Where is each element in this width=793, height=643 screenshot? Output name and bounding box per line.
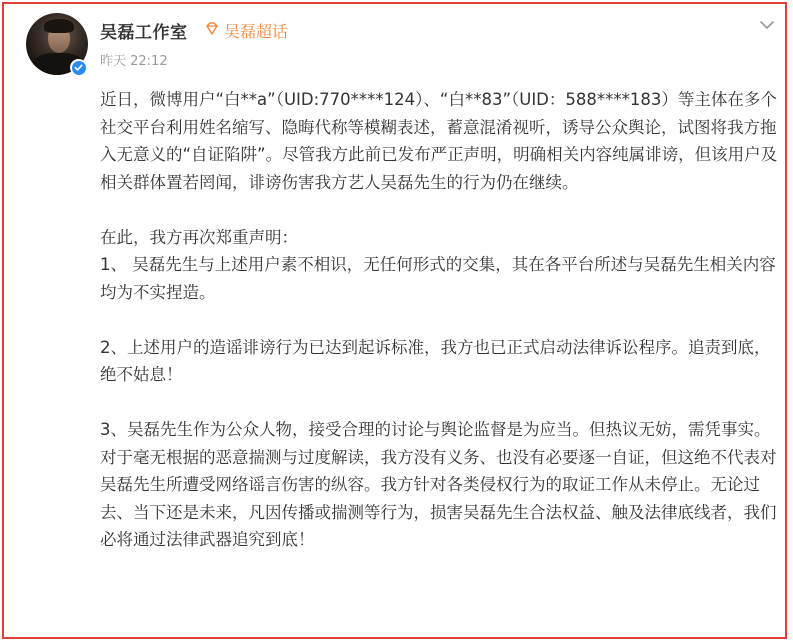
diamond-fan-icon [204, 21, 220, 37]
post-paragraph: 3、吴磊先生作为公众人物，接受合理的讨论与舆论监督是为应当。但热议无妨，需凭事实。对于毫无根据的恶意揣测与过度解读，我方没有义务、也没有必要逐一自证，但这绝不代表对吴磊先生所遭受网络谣言伤害的纵容。我方针对各类侵权行为的取证工作从未停止。无论过去、当下还是未来，凡因传播或揣测等行为，损害吴磊先生合法权益、触及法律底线者，我们必将通过法律武器追究到底！ [100, 420, 777, 549]
supertopic-link[interactable]: 吴磊超话 [224, 22, 289, 41]
post-paragraph: 1、 吴磊先生与上述用户素不相识，无任何形式的交集，其在各平台所述与吴磊先生相关内容均为不实捏造。 [100, 255, 776, 302]
avatar-figure-hair [44, 19, 74, 33]
weibo-post-card [2, 2, 787, 639]
post-paragraph: 在此，我方再次郑重声明： [100, 227, 298, 247]
verified-badge-icon [70, 59, 87, 76]
post-body [100, 86, 780, 554]
post-paragraph: 近日，微博用户“白**a”（UID:770****124）、“白**83”（UID：588****183）等主体在多个社交平台利用姓名缩写、隐晦代称等模糊表述，蓄意混淆视听，诱导公众舆论，试图将我方拖入无意义的“自证陷阱”。尽管我方此前已发布严正声明，明确相关内容纯属诽谤，但该用户及相关群体置若罔闻，诽谤伤害我方艺人吴磊先生的行为仍在继续。 [100, 90, 778, 192]
post-paragraph: 2、上述用户的造谣诽谤行为已达到起诉标准，我方也已正式启动法律诉讼程序。追责到底，绝不姑息！ [100, 337, 771, 384]
chevron-down-icon[interactable] [759, 19, 775, 31]
author-name[interactable]: 吴磊工作室 [100, 23, 188, 43]
post-timestamp[interactable]: 昨天 22:12 [100, 54, 168, 69]
